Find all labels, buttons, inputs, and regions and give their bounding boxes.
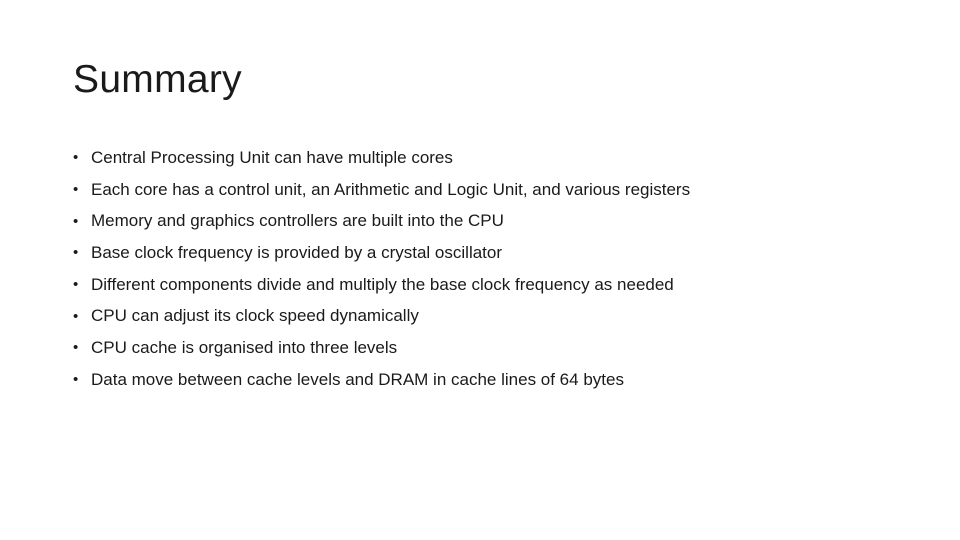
bullet-text: Central Processing Unit can have multiple cores [91,147,453,167]
bullet-item [73,205,690,237]
bullet-text: Each core has a control unit, an Arithmetic and Logic Unit, and various registers [91,179,691,199]
bullet-item [73,364,690,396]
bullet-text: Data move between cache levels and DRAM in cache lines of 64 bytes [91,369,624,389]
bullet-icon: • [73,339,79,357]
bullet-text: Different components divide and multiply the base clock frequency as needed [91,274,674,294]
bullet-icon: • [73,181,79,199]
slide-title: Summary [73,58,242,101]
bullet-text: Memory and graphics controllers are built into the CPU [91,211,504,231]
bullet-icon: • [73,371,79,389]
bullet-text: Base clock frequency is provided by a crystal oscillator [91,242,503,262]
bullet-icon: • [73,307,79,325]
bullet-item [73,269,690,301]
bullet-item [73,142,690,174]
bullet-list [73,142,690,396]
bullet-text: CPU cache is organised into three levels [91,337,398,357]
bullet-icon: • [73,244,79,262]
bullet-item [73,237,690,269]
bullet-item [73,300,690,332]
bullet-icon: • [73,276,79,294]
bullet-item [73,174,690,206]
bullet-icon: • [73,149,79,167]
bullet-item [73,332,690,364]
bullet-icon: • [73,212,79,230]
bullet-text: CPU can adjust its clock speed dynamically [91,306,419,326]
